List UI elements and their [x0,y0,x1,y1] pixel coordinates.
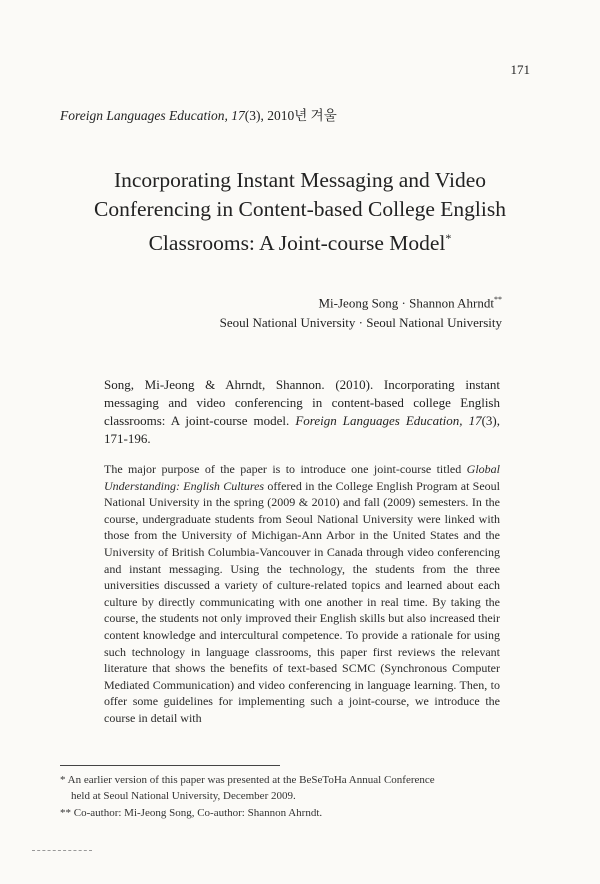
scan-artifact [32,850,92,852]
title-line-1: Incorporating Instant Messaging and Video [113,168,487,192]
journal-issue: (3), 2010년 겨울 [244,108,337,123]
citation-pages: (3), 171-196. [104,413,501,446]
abstract: The major purpose of the paper is to introduce one joint-course titled Global Understanding: English Cultures offered in the College English Program at Seoul National University in the spring (2009 & 2010) and fall (2009) semesters. In the course, undergraduate students from Seoul National University were linked with those from the University of Michigan-Ann Arbor in the United States and the University of British Columbia-Vancouver in Canada through video conferencing and instant messaging. Using the technology, the students from the three universities discussed a variety of culture-related topics and learned about each culture by directly communicating with one another in real time. By taking the course, the students not only improved their English skills but also increased their content knowledge and intercultural competence. To provide a rationale for using such technology in language classrooms, this paper first reviews the relevant literature that shows the benefits of text-based SCMC (Synchronous Computer Mediated Communication) and video conferencing in language learning. Then, to offer some guidelines for implementing such a joint-course, we introduce the course in detail with [104,462,501,725]
footnote-1: * An earlier version of this paper was presented at the BeSeToHa Annual Conference held at Seoul National University, December 2009. [60,774,435,802]
title-footnote-marker: * [445,231,452,245]
author-footnote-marker: ** [494,295,502,304]
title-line-2: Conferencing in Content-based College English [94,197,506,221]
course-title: Global Understanding: English Cultures [104,462,501,493]
citation [104,376,500,448]
citation-journal: Foreign Languages Education, [295,413,463,428]
author-affiliations: Seoul National University · Seoul National University [219,315,502,331]
citation-text: Song, Mi-Jeong & Ahrndt, Shannon. (2010). Incorporating instant messaging and video conferencing in content-based college English classrooms: A joint-course model. [104,377,500,428]
page-number: 171 [510,62,530,77]
paper-title [40,166,560,258]
author-names: Mi-Jeong Song · Shannon Ahrndt** [318,295,502,311]
journal-header [60,104,337,124]
author-block [220,290,502,333]
citation-volume: 17 [468,413,482,428]
footnote-divider [60,765,280,766]
journal-name: Foreign Languages Education, [60,108,228,123]
title-line-3: Classrooms: A Joint-course Model* [148,231,452,256]
journal-volume: 17 [231,108,245,123]
footnote-2: ** Co-author: Mi-Jeong Song, Co-author: Shannon Ahrndt. [60,807,323,819]
